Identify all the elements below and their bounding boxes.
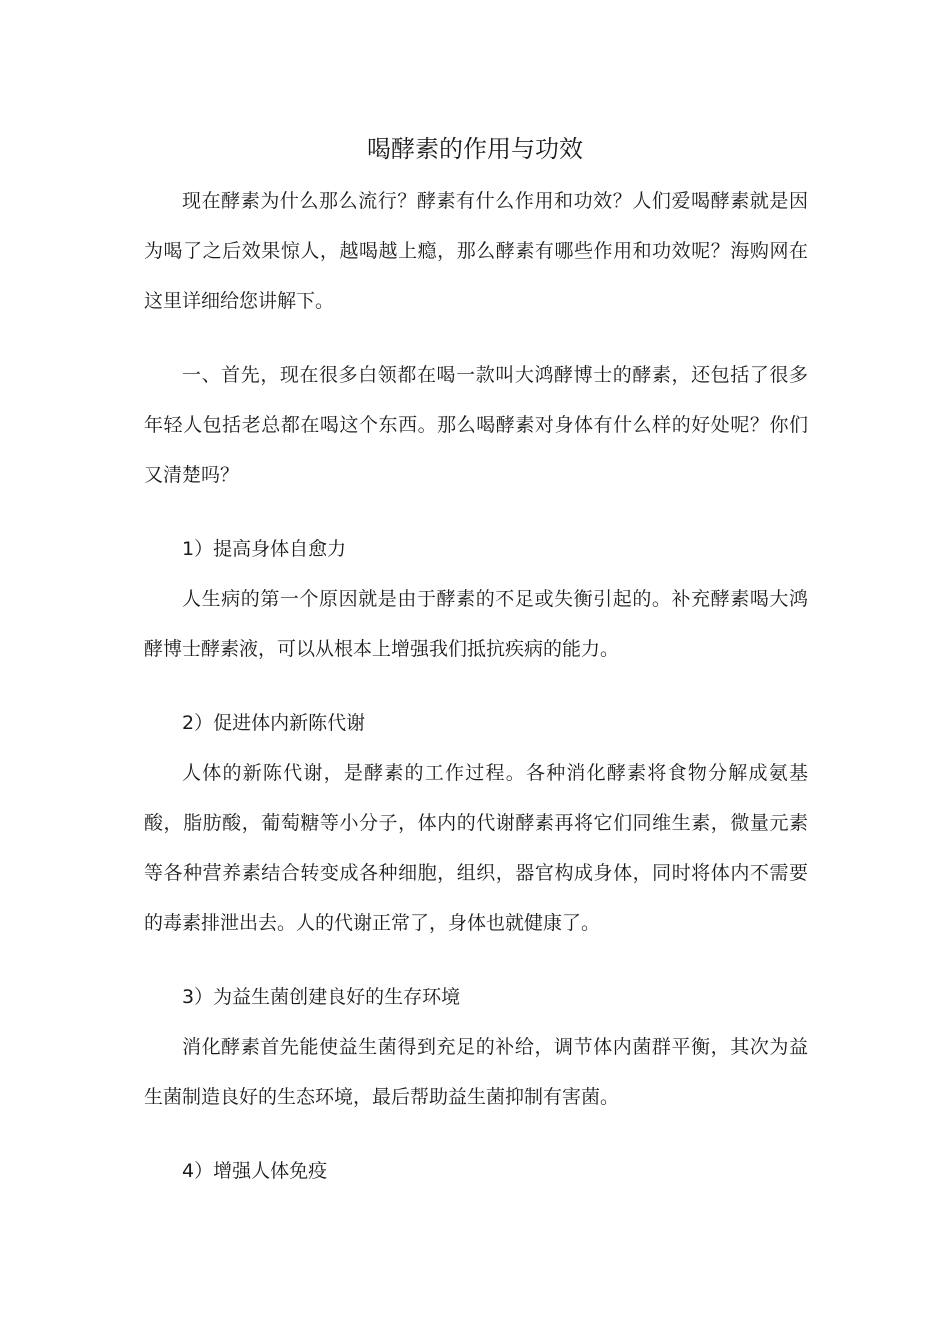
section-heading-4: 4）增强人体免疫 — [182, 1160, 328, 1182]
intro-paragraph: 现在酵素为什么那么流行？酵素有什么作用和功效？人们爱喝酵素就是因为喝了之后效果惊人，越喝越上瘾，那么酵素有哪些作用和功效呢？海购网在这里详细给您讲解下。 — [144, 190, 808, 312]
document-title: 喝酵素的作用与功效 — [367, 135, 583, 163]
section-body-3: 消化酵素首先能使益生菌得到充足的补给，调节体内菌群平衡，其次为益生菌制造良好的生态环境，最后帮助益生菌抑制有害菌。 — [144, 1036, 808, 1108]
point-one-paragraph: 一、首先，现在很多白领都在喝一款叫大鸿酵博士的酵素，还包括了很多年轻人包括老总都在喝这个东西。那么喝酵素对身体有什么样的好处呢？你们又清楚吗？ — [144, 364, 808, 486]
section-body-2: 人体的新陈代谢，是酵素的工作过程。各种消化酵素将食物分解成氨基酸，脂肪酸，葡萄糖等小分子，体内的代谢酵素再将它们同维生素，微量元素等各种营养素结合转变成各种细胞，组织，器官构成身体，同时将体内不需要的毒素排泄出去。人的代谢正常了，身体也就健康了。 — [144, 762, 808, 934]
section-body-1: 人生病的第一个原因就是由于酵素的不足或失衡引起的。补充酵素喝大鸿酵博士酵素液，可以从根本上增强我们抵抗疾病的能力。 — [144, 588, 808, 660]
section-heading-1: 1）提高身体自愈力 — [182, 538, 347, 560]
section-heading-2: 2）促进体内新陈代谢 — [182, 712, 366, 734]
section-heading-3: 3）为益生菌创建良好的生存环境 — [182, 986, 461, 1008]
